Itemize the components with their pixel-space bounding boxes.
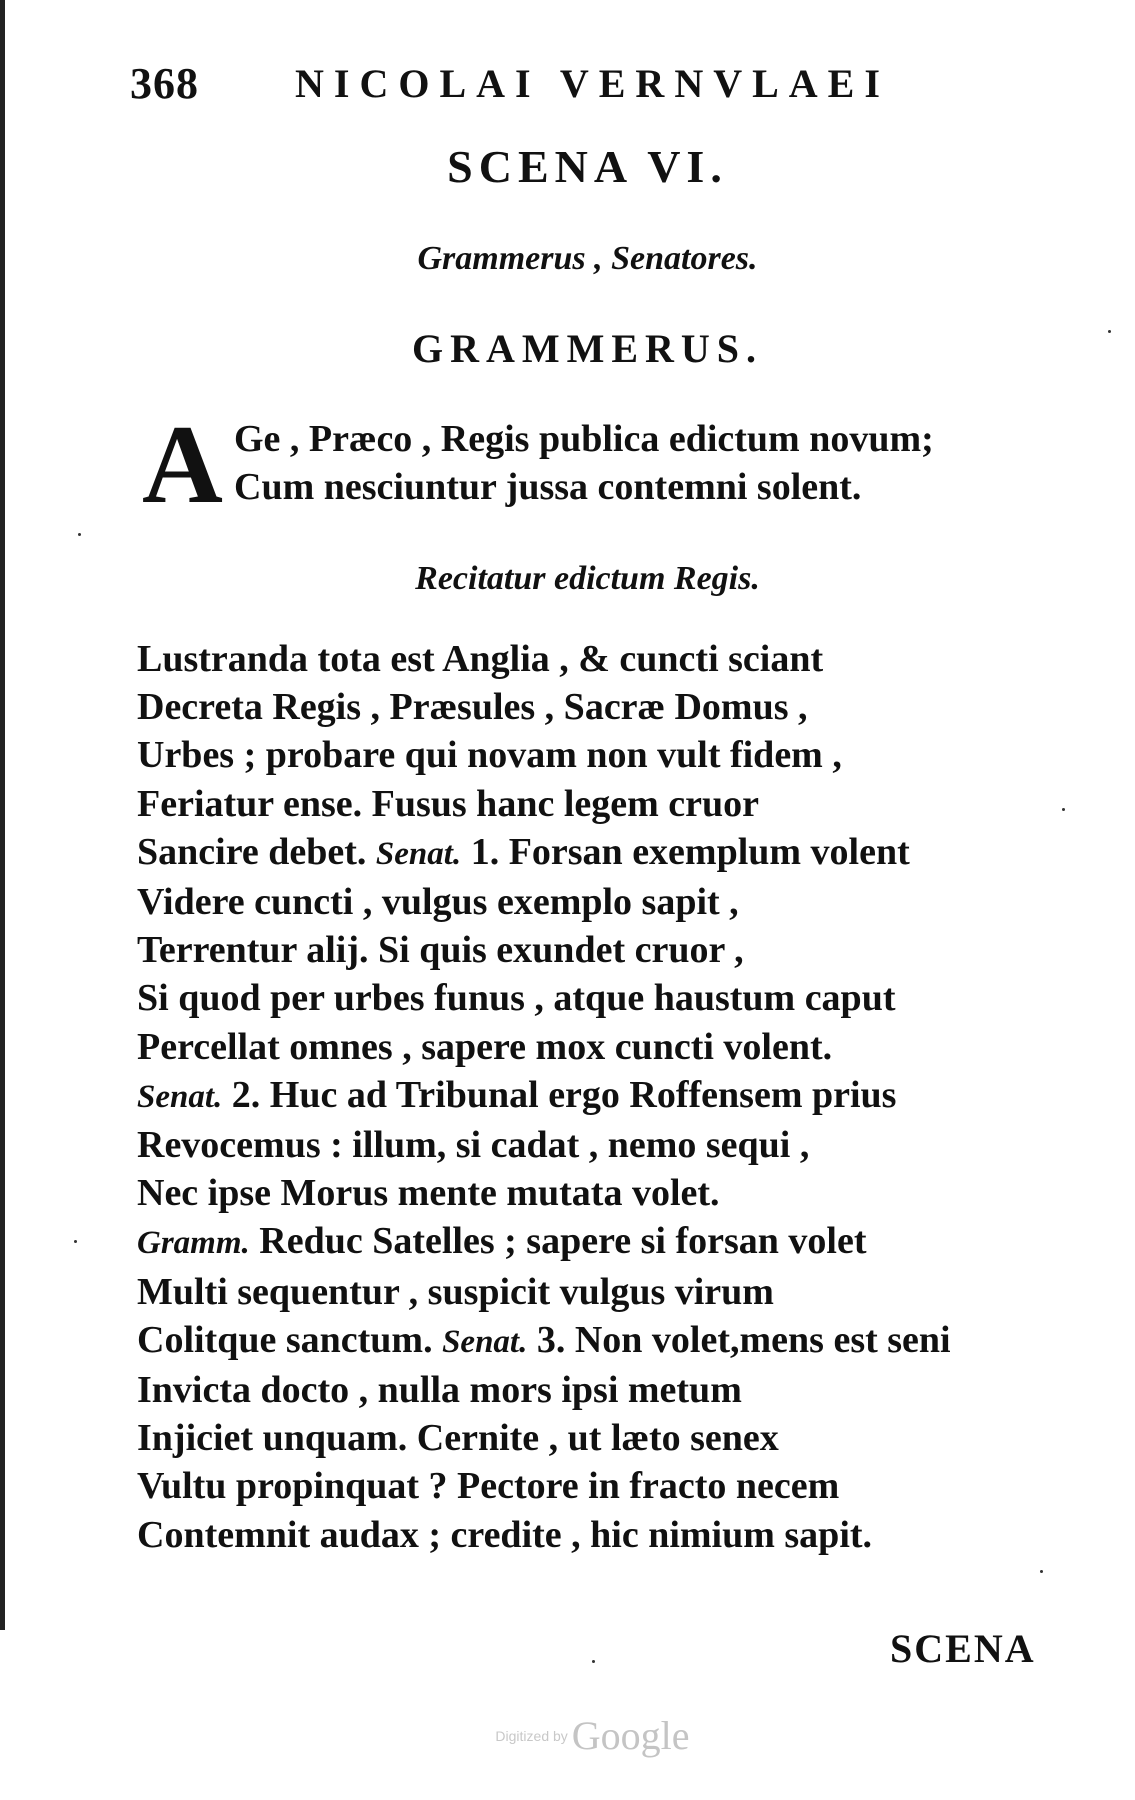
speaker-text: GRAMMERUS. [411, 326, 764, 371]
scan-speck [1040, 1570, 1043, 1573]
digitization-watermark [0, 1712, 1135, 1759]
scan-speck [1108, 330, 1111, 333]
verse-line [137, 828, 1037, 878]
verse-text: Reduc Satelles ; sapere si forsan volet [259, 1220, 867, 1263]
verse-text: Lustranda tota est Anglia , & cuncti sciant [137, 638, 824, 680]
scan-speck [592, 1660, 595, 1663]
opening-line: Cum nesciuntur jussa contemni solent. [234, 466, 862, 508]
catchword: SCENA [890, 1626, 1036, 1671]
opening-speech [142, 403, 1042, 527]
verse-text: Revocemus : illum, si cadat , nemo sequi , [137, 1124, 810, 1167]
page-number: 368 [130, 59, 199, 108]
dramatis-personae [0, 240, 1135, 278]
scene-title [0, 140, 1135, 193]
verse-line [137, 683, 1037, 731]
verse-text: Invicta docto , nulla mors ipsi metum [137, 1369, 742, 1412]
verse-line [137, 1511, 1037, 1559]
stage-direction-text: Recitatur edictum Regis. [415, 560, 760, 597]
verse-text: 1. Forsan exemplum volent [470, 830, 910, 873]
verse-text: Percellat omnes , sapere mox cuncti volent. [137, 1025, 833, 1068]
author-running-title: NICOLAI VERNVLAEI [295, 61, 890, 106]
scan-speck [78, 533, 81, 536]
opening-lines [234, 415, 934, 511]
scan-speck [1062, 808, 1065, 811]
verse-line [137, 1023, 1037, 1071]
verse-text: Vultu propinquat ? Pectore in fracto necem [137, 1465, 840, 1508]
verse-text: Colitque sanctum. [137, 1318, 433, 1361]
verse-line [137, 731, 1037, 779]
verse-line [137, 1366, 1037, 1414]
speaker-heading [0, 325, 1135, 372]
verse-text: Nec ipse Morus mente mutata volet. [137, 1172, 720, 1215]
speaker-abbrev: Senat. [375, 835, 462, 872]
verse-line [137, 1169, 1037, 1217]
verse-line [137, 974, 1037, 1022]
speaker-abbrev: Senat. [442, 1323, 528, 1360]
verse-line [137, 780, 1037, 828]
verse-line [137, 1462, 1037, 1510]
drop-cap: A [142, 403, 223, 527]
verse-text: 3. Non volet,mens est seni [536, 1318, 951, 1361]
verse-text: Feriatur ense. Fusus hanc legem cruor [137, 782, 759, 825]
verse-text: Decreta Regis , Præsules , Sacræ Domus , [137, 686, 808, 729]
opening-line: Ge , Præco , Regis publica edictum novum; [234, 418, 934, 460]
scan-speck [74, 1240, 77, 1243]
verse-text: Si quod per urbes funus , atque haustum caput [137, 977, 896, 1020]
verse-line [137, 635, 1037, 683]
verse-line [137, 926, 1037, 974]
verse-line [137, 1316, 1037, 1366]
verse-line [137, 1217, 1037, 1267]
running-head [130, 58, 910, 118]
digitized-by-text: Digitized by [495, 1727, 568, 1744]
verse-text: Injiciet unquam. Cernite , ut læto senex [137, 1417, 779, 1460]
verse-line [137, 1121, 1037, 1169]
verse-text: Urbes ; probare qui novam non vult fidem , [137, 734, 842, 777]
verse-line [137, 878, 1037, 926]
verse-line [137, 1071, 1037, 1121]
speaker-abbrev: Gramm. [137, 1225, 250, 1262]
scene-title-text: SCENA VI. [447, 141, 728, 192]
persons-text: Grammerus , Senatores. [417, 240, 758, 277]
verse-text: Contemnit audax ; credite , hic nimium sapit. [137, 1513, 873, 1556]
verse-line [137, 1414, 1037, 1462]
stage-direction [0, 560, 1135, 598]
google-logo: Google [571, 1713, 690, 1758]
verse-text: Sancire debet. [137, 830, 367, 873]
verse-block [137, 635, 1037, 1559]
verse-line [137, 1268, 1037, 1316]
verse-text: Multi sequentur , suspicit vulgus virum [137, 1270, 774, 1313]
verse-text: Videre cuncti , vulgus exemplo sapit , [137, 881, 739, 924]
speaker-abbrev: Senat. [137, 1078, 223, 1115]
verse-text: Terrentur alij. Si quis exundet cruor , [137, 929, 744, 972]
verse-text: 2. Huc ad Tribunal ergo Roffensem prius [231, 1073, 897, 1116]
